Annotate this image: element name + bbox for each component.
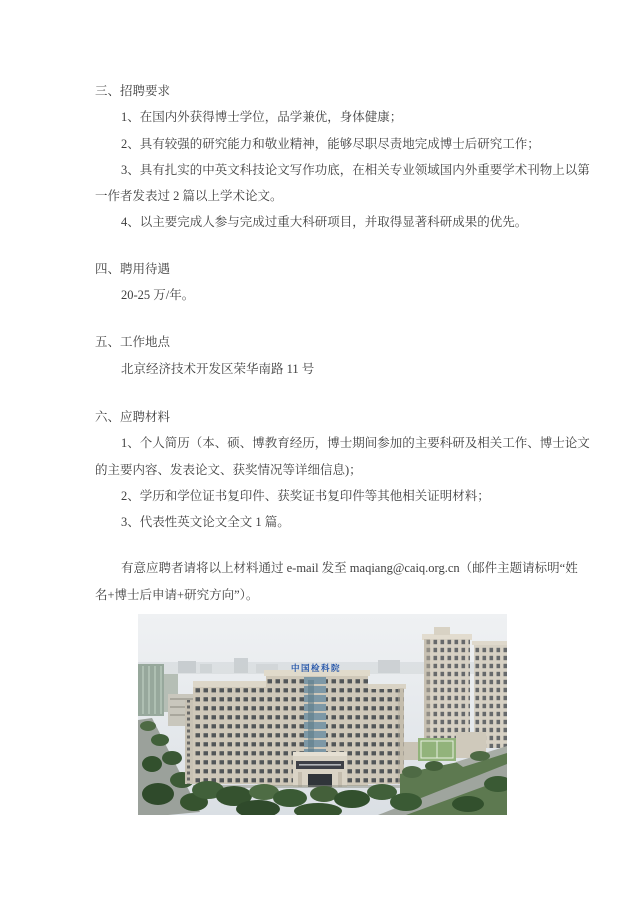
section-gap <box>95 308 555 329</box>
text-line: 北京经济技术开发区荣华南路 11 号 <box>121 361 315 376</box>
contact-line-with-email: 有意应聘者请将以上材料通过 e-mail 发至 maqiang@caiq.org.cn（邮件主题请标明“姓 <box>121 561 578 576</box>
section-title-salary: 四、聘用待遇 <box>95 261 171 276</box>
section-gap <box>95 535 555 555</box>
text-line: 20-25 万/年。 <box>121 288 195 303</box>
text-line: 2、具有较强的研究能力和敬业精神，能够尽职尽责地完成博士后研究工作； <box>121 136 540 151</box>
section-title-location: 五、工作地点 <box>95 335 171 350</box>
text-line: 一作者发表过 2 篇以上学术论文。 <box>95 189 283 204</box>
entrance-portico <box>293 752 347 787</box>
section-title-recruit-requirements: 三、招聘要求 <box>95 84 171 98</box>
document-text-column <box>95 78 590 608</box>
section-title-materials: 六、应聘材料 <box>95 409 171 424</box>
text-line: 的主要内容、发表论文、获奖情况等详细信息)； <box>95 462 362 477</box>
text-line: 1、在国内外获得博士学位，品学兼优，身体健康； <box>121 110 403 125</box>
section-gap <box>95 382 555 404</box>
basketball-court <box>418 738 456 761</box>
text-line: 2、学历和学位证书复印件、获奖证书复印件等其他相关证明材料； <box>121 488 490 503</box>
text-line: 3、具有扎实的中英文科技论文写作功底，在相关专业领域国内外重要学术刊物上以第 <box>121 162 590 177</box>
text-line: 3、代表性英文论文全文 1 篇。 <box>121 515 290 530</box>
campus-photo <box>138 614 507 815</box>
section-gap <box>95 236 555 256</box>
rooftop-sign: 中国检科院 <box>290 663 342 673</box>
text-line: 1、个人简历（本、硕、博教育经历，博士期间参加的主要科研及相关工作、博士论文 <box>121 436 590 451</box>
contact-line: 名+博士后申请+研究方向”）。 <box>95 587 259 602</box>
text-line: 4、以主要完成人参与完成过重大科研项目，并取得显著科研成果的优先。 <box>121 215 528 230</box>
